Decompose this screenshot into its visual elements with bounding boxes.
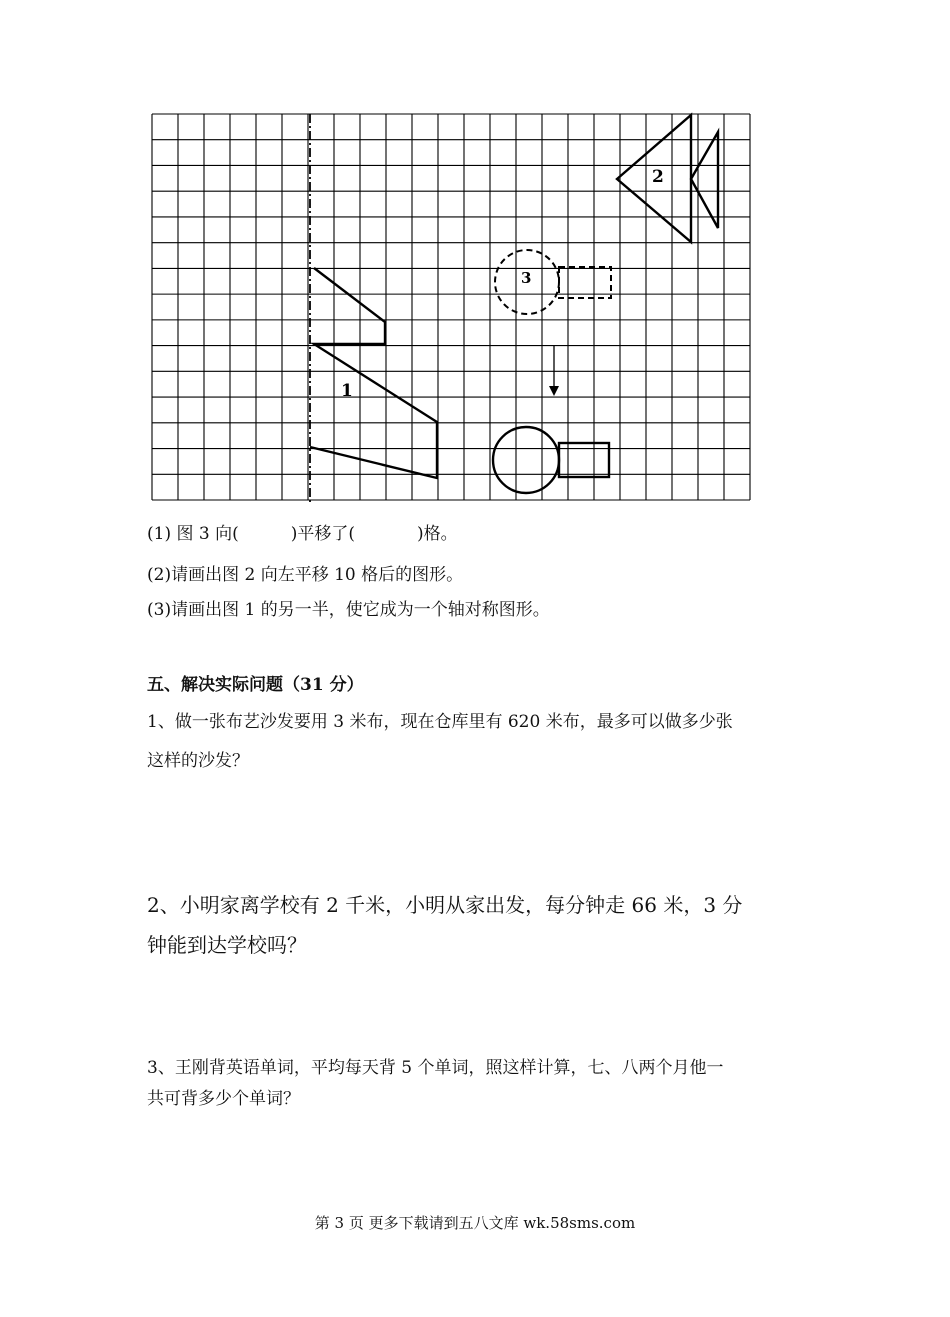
figure-2-label: 2 (652, 167, 664, 187)
problem-2-line-1: 2、小明家离学校有 2 千米，小明从家出发，每分钟走 66 米，3 分 (147, 893, 743, 917)
figure-1-label: 1 (341, 381, 353, 401)
part5-heading: 五、解决实际问题（31 分） (147, 675, 364, 695)
figure-2-small-triangle (691, 132, 718, 228)
figure-3-rect-dashed (559, 267, 611, 298)
grid-figure (150, 112, 754, 504)
translation-arrow-head (549, 386, 559, 396)
page-footer: 第 3 页 更多下载请到五八文库 wk.58sms.com (314, 1214, 636, 1232)
problem-3-line-1: 3、王刚背英语单词，平均每天背 5 个单词，照这样计算，七、八两个月他一 (147, 1058, 724, 1078)
problem-3-line-2: 共可背多少个单词？ (147, 1089, 300, 1109)
figure-3-circle-moved (493, 427, 559, 493)
problem-1-line-1: 1、做一张布艺沙发要用 3 米布，现在仓库里有 620 米布，最多可以做多少张 (147, 712, 733, 732)
problem-2-line-2: 钟能到达学校吗？ (147, 933, 307, 957)
figure-1-shape (310, 268, 437, 478)
part4-question-2: (2)请画出图 2 向左平移 10 格后的图形。 (147, 565, 464, 585)
problem-1-line-2: 这样的沙发？ (147, 751, 249, 771)
part4-question-1: (1) 图 3 向( )平移了( )格。 (147, 524, 458, 544)
part4-question-3: (3)请画出图 1 的另一半，使它成为一个轴对称图形。 (147, 600, 550, 620)
figure-3-label: 3 (521, 269, 532, 287)
